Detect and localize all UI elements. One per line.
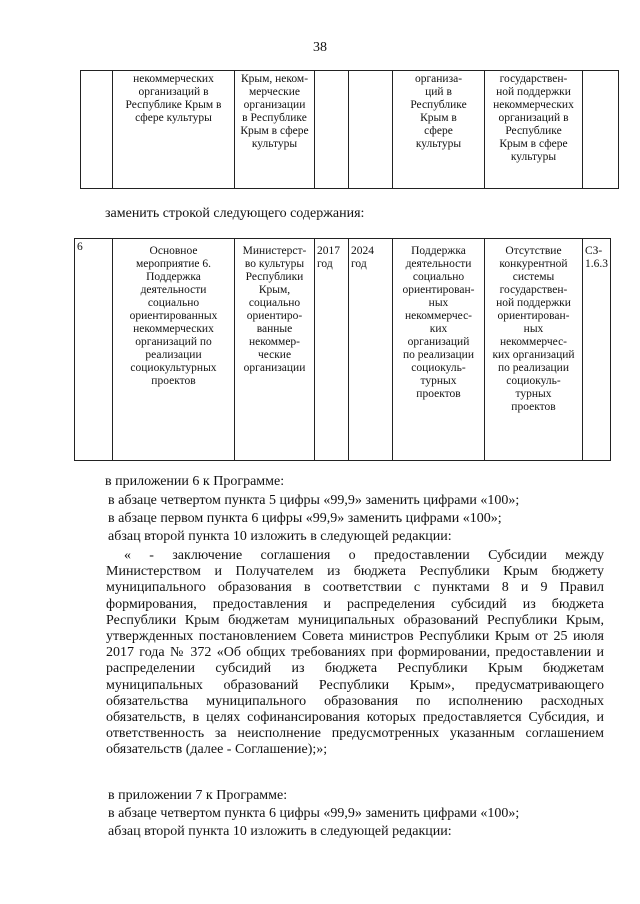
cell-line: СЗ- [585, 245, 603, 257]
text-line: муниципального образования в соответствии с пунктами 8 и 9 Правил [106, 580, 604, 596]
cell-line: сфере [424, 125, 453, 137]
table-old-row [80, 70, 619, 189]
cell-line: ной поддержки [496, 86, 571, 98]
cell-line: ориентиро- [246, 310, 303, 322]
table-cell [315, 239, 349, 461]
cell-line: 1.6.3 [585, 258, 608, 270]
cell-line: деятельности [405, 258, 472, 270]
cell-line: проектов [151, 375, 196, 387]
cell-line: организаций по [135, 336, 212, 348]
cell-line: Крым, неком- [240, 73, 309, 85]
table-cell [485, 71, 583, 189]
cell-line: в Республике [242, 112, 307, 124]
paragraph-app7-item6: в абзаце четвертом пункта 6 цифры «99,9» заменить цифрами «100»; [108, 806, 520, 821]
table-cell [235, 239, 315, 461]
cell-line: год [351, 258, 367, 270]
cell-line: Поддержка [146, 271, 201, 283]
text-line: обязательства муниципального образования по исполнению расходных [106, 693, 604, 709]
cell-line: 2017 [317, 245, 340, 257]
cell-line: Республики [245, 271, 304, 283]
cell-line: социально [412, 271, 465, 283]
cell-line: организаций в [138, 86, 209, 98]
cell-line: проектов [416, 388, 461, 400]
cell-line: ванные [256, 323, 293, 335]
cell-line: ориентирован- [402, 284, 475, 296]
table-cell [113, 239, 235, 461]
cell-line: социокуль- [411, 362, 466, 374]
table-cell [485, 239, 583, 461]
cell-line: ций в [425, 86, 452, 98]
text-line: распределении субсидий из бюджета Республики Крым бюджетам [106, 661, 604, 677]
cell-line: Основное [149, 245, 198, 257]
text-line: формирования, предоставления и распределения субсидий из бюджета [106, 596, 604, 612]
cell-line: год [317, 258, 333, 270]
cell-line: во культуры [244, 258, 305, 270]
text-line: муниципальных образований Республики Крым», предусматривающего [106, 677, 604, 693]
cell-line: некоммерчес- [404, 310, 473, 322]
cell-line: ориентирован- [497, 310, 570, 322]
table-cell [393, 71, 485, 189]
cell-line: Поддержка [411, 245, 466, 257]
cell-line: конкурентной [499, 258, 568, 270]
table-cell [75, 239, 113, 461]
paragraph-app6-heading: в приложении 6 к Программе: [105, 474, 285, 489]
cell-line: социокультурных [130, 362, 217, 374]
cell-line: некоммерческих [133, 323, 214, 335]
text-line: 2017 года № 372 «Об общих требованиях при формировании, предоставлении и [106, 645, 604, 661]
text-line: обязательств, в целях софинансирования которых предоставляется Субсидия, и [106, 710, 604, 726]
cell-line: Крым в сфере [499, 138, 568, 150]
paragraph-app7-heading: в приложении 7 к Программе: [108, 788, 288, 803]
cell-line: некоммерческих [493, 99, 574, 111]
table-cell [349, 239, 393, 461]
cell-line: организаций в [498, 112, 569, 124]
cell-line: социально [147, 297, 200, 309]
cell-line: Министерст- [242, 245, 307, 257]
cell-line: некоммер- [248, 336, 301, 348]
table-cell [235, 71, 315, 189]
cell-line: системы [512, 271, 555, 283]
cell-line: ной поддержки [496, 297, 571, 309]
cell-line: сфере культуры [135, 112, 212, 124]
cell-line: Республике [505, 125, 562, 137]
replace-instruction: заменить строкой следующего содержания: [105, 206, 365, 221]
cell-line: ческие [257, 349, 292, 361]
cell-line: организации [243, 362, 306, 374]
cell-line: организа- [414, 73, 463, 85]
table-cell [315, 71, 349, 189]
cell-line: организаций [407, 336, 470, 348]
cell-line: турных [420, 375, 457, 387]
table-new-row [74, 238, 611, 461]
table-cell [113, 71, 235, 189]
cell-line: некоммерческих [133, 73, 214, 85]
cell-line: социально [248, 297, 301, 309]
cell-line: социокуль- [506, 375, 561, 387]
cell-line: ориентированных [129, 310, 218, 322]
cell-line: 6 [77, 241, 83, 253]
text-line: ответственность за неисполнение предусмотренных указанным соглашением [106, 726, 604, 742]
text-line: утвержденных постановлением Совета министров Республики Крым от 25 июля [106, 629, 604, 645]
table-cell [583, 239, 611, 461]
cell-line: Крым в [420, 112, 457, 124]
cell-line: по реализации [498, 362, 569, 374]
cell-line: по реализации [403, 349, 474, 361]
cell-line: ных [523, 323, 544, 335]
table-cell [583, 71, 619, 189]
cell-line: государствен- [499, 73, 568, 85]
table-cell [349, 71, 393, 189]
cell-line: проектов [511, 401, 556, 413]
paragraph-app6-item10: абзац второй пункта 10 изложить в следующей редакции: [108, 529, 452, 544]
table-row [81, 71, 619, 189]
table-row [75, 239, 611, 461]
text-line: Министерством и Получателем из бюджета Республики Крым бюджету [106, 564, 604, 580]
paragraph-app6-item5: в абзаце четвертом пункта 5 цифры «99,9» заменить цифрами «100»; [108, 493, 520, 508]
cell-line: культуры [251, 138, 298, 150]
cell-line: Отсутствие [505, 245, 562, 257]
cell-line: Республике [410, 99, 467, 111]
cell-line: некоммерчес- [499, 336, 568, 348]
paragraph-app6-item6: в абзаце первом пункта 6 цифры «99,9» заменить цифрами «100»; [108, 511, 502, 526]
cell-line: мерческие [249, 86, 300, 98]
cell-line: организации [243, 99, 306, 111]
page-number: 38 [313, 40, 327, 55]
cell-line: Крым в сфере [240, 125, 309, 137]
text-line: обязательств (далее - Соглашение);»; [106, 742, 328, 758]
cell-line: Республике Крым в [125, 99, 222, 111]
table-cell [81, 71, 113, 189]
cell-line: ких [429, 323, 448, 335]
text-line: Республики Крым бюджетам муниципальных образований Республики Крым, [106, 612, 604, 628]
table-cell [393, 239, 485, 461]
cell-line: культуры [510, 151, 557, 163]
cell-line: 2024 [351, 245, 374, 257]
quoted-paragraph [106, 548, 604, 759]
cell-line: ких организаций [492, 349, 575, 361]
cell-line: государствен- [499, 284, 568, 296]
cell-line: Крым, [258, 284, 291, 296]
cell-line: ных [428, 297, 449, 309]
paragraph-app7-item10: абзац второй пункта 10 изложить в следующей редакции: [108, 824, 452, 839]
cell-line: турных [515, 388, 552, 400]
cell-line: культуры [415, 138, 462, 150]
cell-line: мероприятие 6. [135, 258, 211, 270]
cell-line: деятельности [140, 284, 207, 296]
cell-line: реализации [145, 349, 202, 361]
text-line: « - заключение соглашения о предоставлении Субсидии между [124, 548, 604, 563]
